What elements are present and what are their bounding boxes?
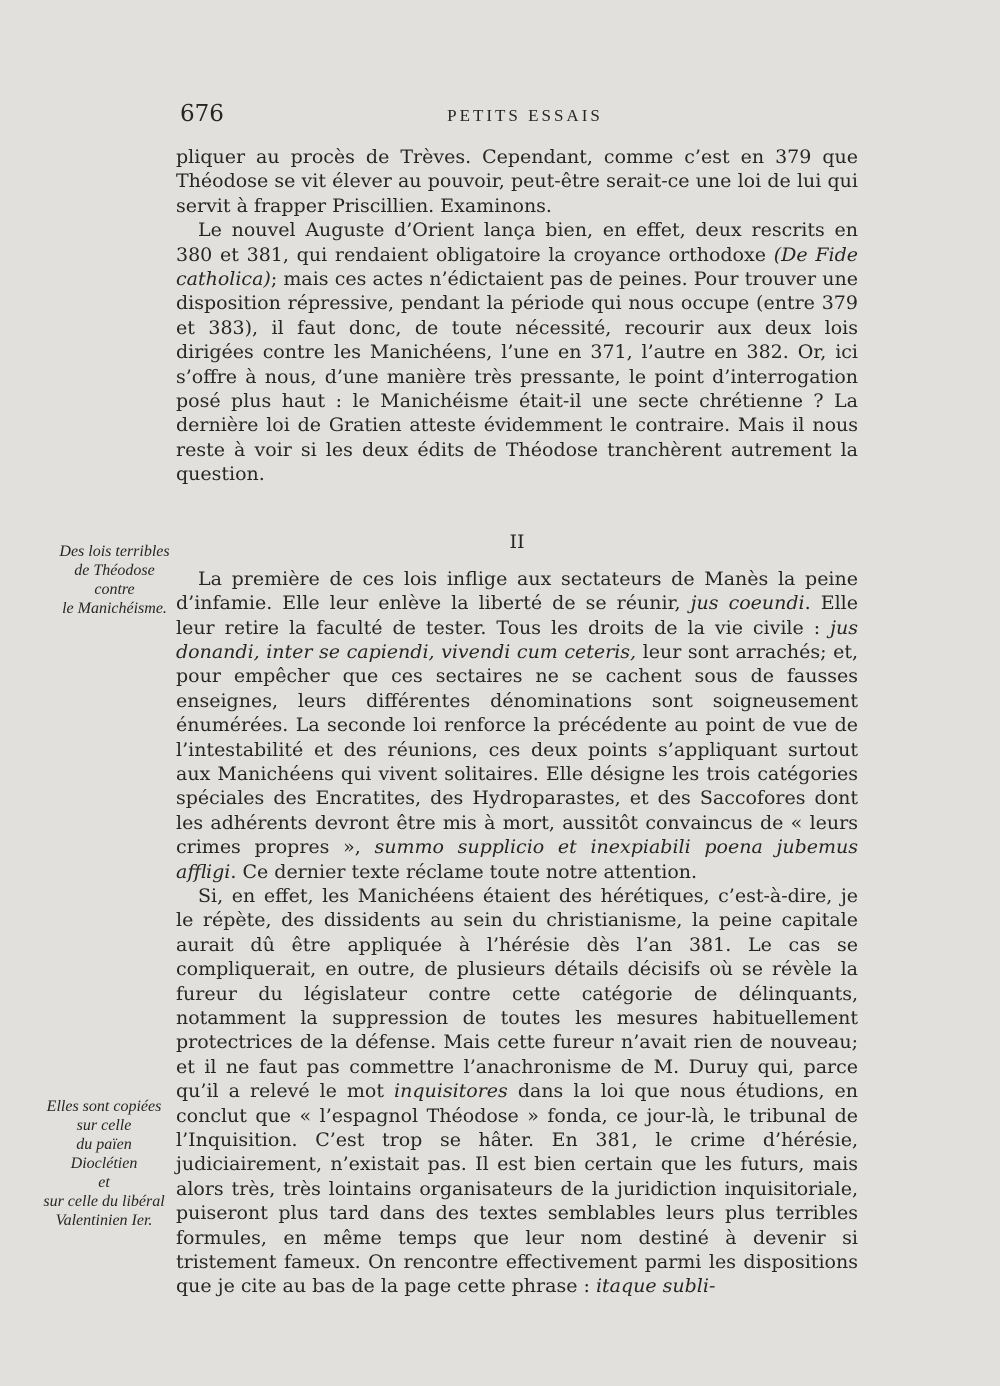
- text-block-before-section: [176, 145, 858, 487]
- paragraph: [176, 884, 858, 1299]
- text-run: . Elle leur retire la faculté de tester. Tous les droits de la vie civile :: [176, 592, 858, 639]
- italic-text: (De Fide catholica): [176, 243, 858, 291]
- margin-note-2: [40, 1097, 168, 1230]
- margin-note-line: Des lois terribles: [59, 543, 170, 560]
- margin-note-line: contre: [94, 581, 135, 598]
- text-block-after-section: [176, 567, 858, 1299]
- text-run: leur sont arrachés; et, pour empêcher que ces sectaires ne se cachent sous de fausses enseignes, leurs différentes dénominations sont soigneusement énumérées. La seconde loi renforce la précédente au point de vue de l’intestabilité et des réunions, ces deux points s’appliquant surtout aux Manichéens qui vivent solitaires. Elle désigne les trois catégories spéciales des Encratites, des Hydroparastes, et des Saccofores dont les adhérents devront être mis à mort, aussitôt convaincus de « leurs crimes propres »,: [176, 640, 859, 859]
- italic-text: inquisitores: [394, 1080, 508, 1103]
- margin-note-line: du païen: [76, 1136, 132, 1153]
- paragraph: [176, 145, 858, 218]
- page-header: [180, 101, 860, 135]
- italic-text: itaque subli-: [595, 1275, 716, 1298]
- paragraph: [176, 218, 858, 486]
- margin-note-line: sur celle du libéral: [43, 1193, 165, 1210]
- paragraph: [176, 567, 858, 884]
- margin-note-line: Elles sont copiées: [46, 1098, 162, 1115]
- text-run: Le nouvel Auguste d’Orient lança bien, en effet, deux rescrits en 380 et 381, qui rendaient obligatoire la croyance orthodoxe: [176, 219, 858, 266]
- text-run: dans la loi que nous étudions, en conclut que « l’espagnol Théodose » fonda, ce jour-là, le tribunal de l’Inquisition. C’est trop se hâter. En 381, le crime d’hérésie, judiciairement, n’existait pas. Il est bien certain que les futurs, mais alors très, très lointains organisateurs de la juridiction inquisitoriale, puiseront plus tard dans des textes semblables leurs plus terribles formules, en même temps que leur nom destiné à devenir si tristement fameux. On rencontre effectivement parmi les dispositions que je cite au bas de la page cette phrase :: [176, 1080, 858, 1298]
- text-run: La première de ces lois inflige aux sectateurs de Manès la peine d’infamie. Elle leur enlève la liberté de se réunir,: [176, 567, 858, 615]
- margin-note-line: de Théodose: [74, 562, 155, 579]
- margin-note-line: Dioclétien: [70, 1155, 138, 1172]
- running-title: PETITS ESSAIS: [447, 106, 603, 125]
- section-heading: II: [509, 530, 525, 553]
- margin-note-line: le Manichéisme.: [62, 600, 167, 617]
- italic-text: jus donandi, inter se capiendi, vivendi cum ceteris,: [176, 616, 858, 663]
- margin-note-line: et: [98, 1174, 110, 1191]
- text-run: ; mais ces actes n’édictaient pas de peines. Pour trouver une disposition répressive, pendant la période qui nous occupe (entre 379 et 383), il faut donc, de toute nécessité, recourir aux deux lois dirigées contre les Manichéens, l’une en 371, l’autre en 382. Or, ici s’offre à nous, d’une manière très pressante, le point d’interrogation posé plus haut : le Manichéisme était-il une secte chrétienne ? La dernière loi de Gratien atteste évidemment le contraire. Mais il nous reste à voir si les deux édits de Théodose tranchèrent autrement la question.: [176, 268, 858, 486]
- margin-note-1: [52, 542, 177, 618]
- margin-note-line: Valentinien Ier.: [55, 1212, 153, 1229]
- italic-text: summo supplicio et inexpiabili poena jubemus affligi: [176, 836, 858, 883]
- text-run: Si, en effet, les Manichéens étaient des hérétiques, c’est-à-dire, je le répète, des dissidents au sein du christianisme, la peine capitale aurait dû être appliquée à l’hérésie dès l’an 381. Le cas se compliquerait, en outre, de plusieurs détails décisifs où se révèle la fureur du législateur contre cette catégorie de délinquants, notamment la suppression de toutes les mesures habituellement protectrices de la défense. Mais cette fureur n’avait rien de nouveau; et il ne faut pas commettre l’anachronisme de M. Duruy qui, parce qu’il a relevé le mot: [176, 884, 858, 1103]
- main-text: [176, 145, 858, 1299]
- page-number: 676: [180, 101, 224, 127]
- margin-note-line: sur celle: [76, 1117, 132, 1134]
- text-run: pliquer au procès de Trèves. Cependant, comme c’est en 379 que Théodose se vit élever au pouvoir, peut-être serait-ce une loi de lui qui servit à frapper Priscillien. Examinons.: [176, 146, 858, 217]
- text-run: . Ce dernier texte réclame toute notre attention.: [230, 860, 698, 883]
- italic-text: jus coeundi: [690, 592, 805, 615]
